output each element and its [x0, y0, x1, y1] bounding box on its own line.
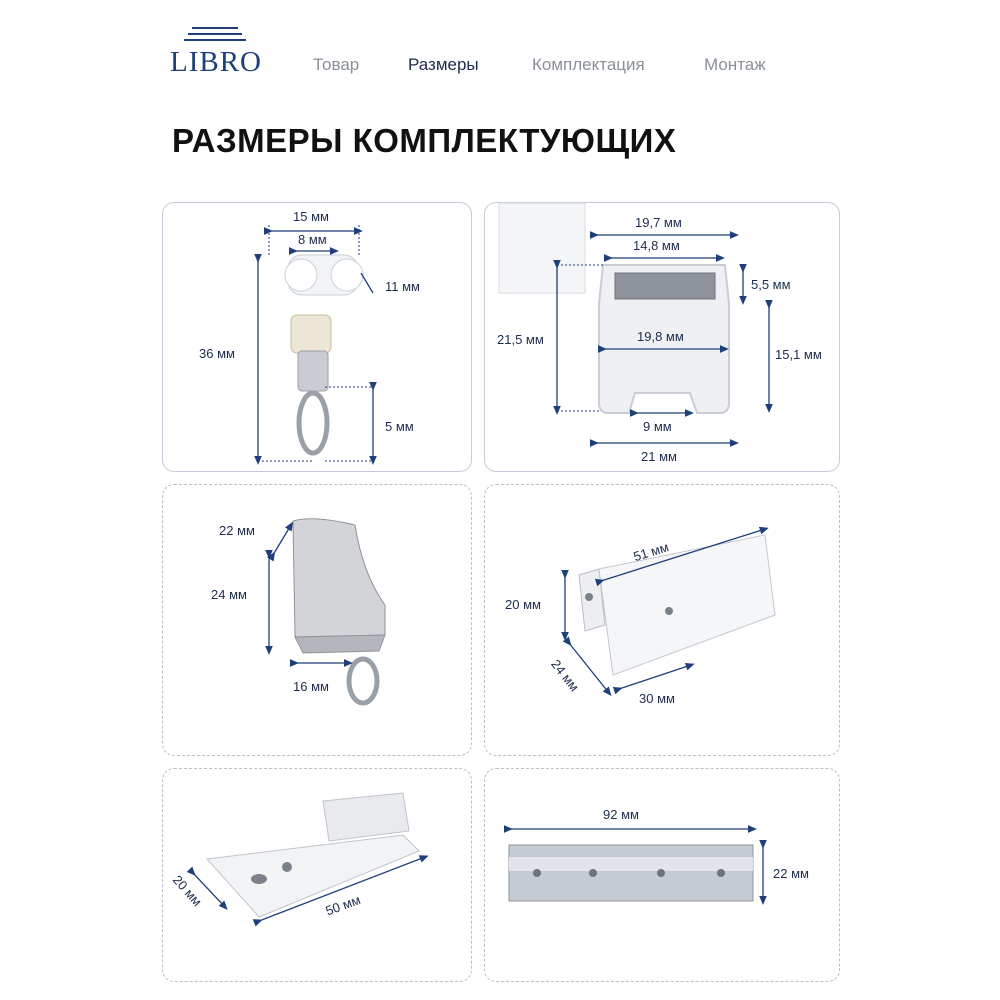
profile-slot-label: 9 мм	[643, 419, 672, 434]
panel-runner	[162, 202, 472, 472]
end-cap-depth-label: 22 мм	[219, 523, 255, 538]
clip-depth-label: 20 мм	[169, 872, 205, 910]
nav-tab-product[interactable]: Товар	[313, 55, 360, 74]
clip-diagram	[163, 769, 471, 981]
ceiling-bracket-height-label: 20 мм	[505, 597, 541, 612]
connector-length-label: 92 мм	[603, 807, 639, 822]
panel-clip	[162, 768, 472, 982]
profile-bottom-width-label: 21 мм	[641, 449, 677, 464]
ceiling-bracket-diagram	[485, 485, 839, 755]
profile-top-width-label: 19,7 мм	[635, 215, 682, 230]
panel-connector	[484, 768, 840, 982]
profile-inner-height-label: 15,1 мм	[775, 347, 822, 362]
profile-inner-top-label: 14,8 мм	[633, 238, 680, 253]
profile-inner-width-label: 19,8 мм	[637, 329, 684, 344]
brand-logo[interactable]	[170, 18, 260, 78]
clip-length-label: 50 мм	[323, 892, 363, 919]
profile-height-label: 21,5 мм	[497, 332, 544, 347]
panel-ceiling-bracket	[484, 484, 840, 756]
connector-height-label: 22 мм	[773, 866, 809, 881]
nav-tab-kit[interactable]: Комплектация	[532, 55, 645, 74]
runner-ring-label: 5 мм	[385, 419, 414, 434]
runner-width-label: 15 мм	[293, 209, 329, 224]
ceiling-bracket-width-label: 30 мм	[639, 691, 675, 706]
profile-diagram	[485, 203, 839, 471]
runner-height-label: 36 мм	[199, 346, 235, 361]
profile-lip-label: 5,5 мм	[751, 277, 791, 292]
end-cap-height-label: 24 мм	[211, 587, 247, 602]
runner-wheel-label: 11 мм	[385, 279, 420, 294]
page-title: РАЗМЕРЫ КОМПЛЕКТУЮЩИХ	[172, 122, 677, 159]
end-cap-diagram	[163, 485, 471, 755]
nav-tab-installation[interactable]: Монтаж	[704, 55, 766, 74]
connector-diagram	[485, 769, 839, 981]
panel-end-cap	[162, 484, 472, 756]
end-cap-base-label: 16 мм	[293, 679, 329, 694]
nav-tab-dimensions[interactable]: Размеры	[408, 55, 479, 74]
runner-diagram	[163, 203, 471, 471]
brand-name: LIBRO	[170, 46, 262, 78]
ceiling-bracket-length-label: 51 мм	[631, 539, 671, 565]
panel-profile	[484, 202, 840, 472]
ceiling-bracket-depth-label: 24 мм	[548, 656, 583, 695]
runner-inner-label: 8 мм	[298, 232, 327, 247]
